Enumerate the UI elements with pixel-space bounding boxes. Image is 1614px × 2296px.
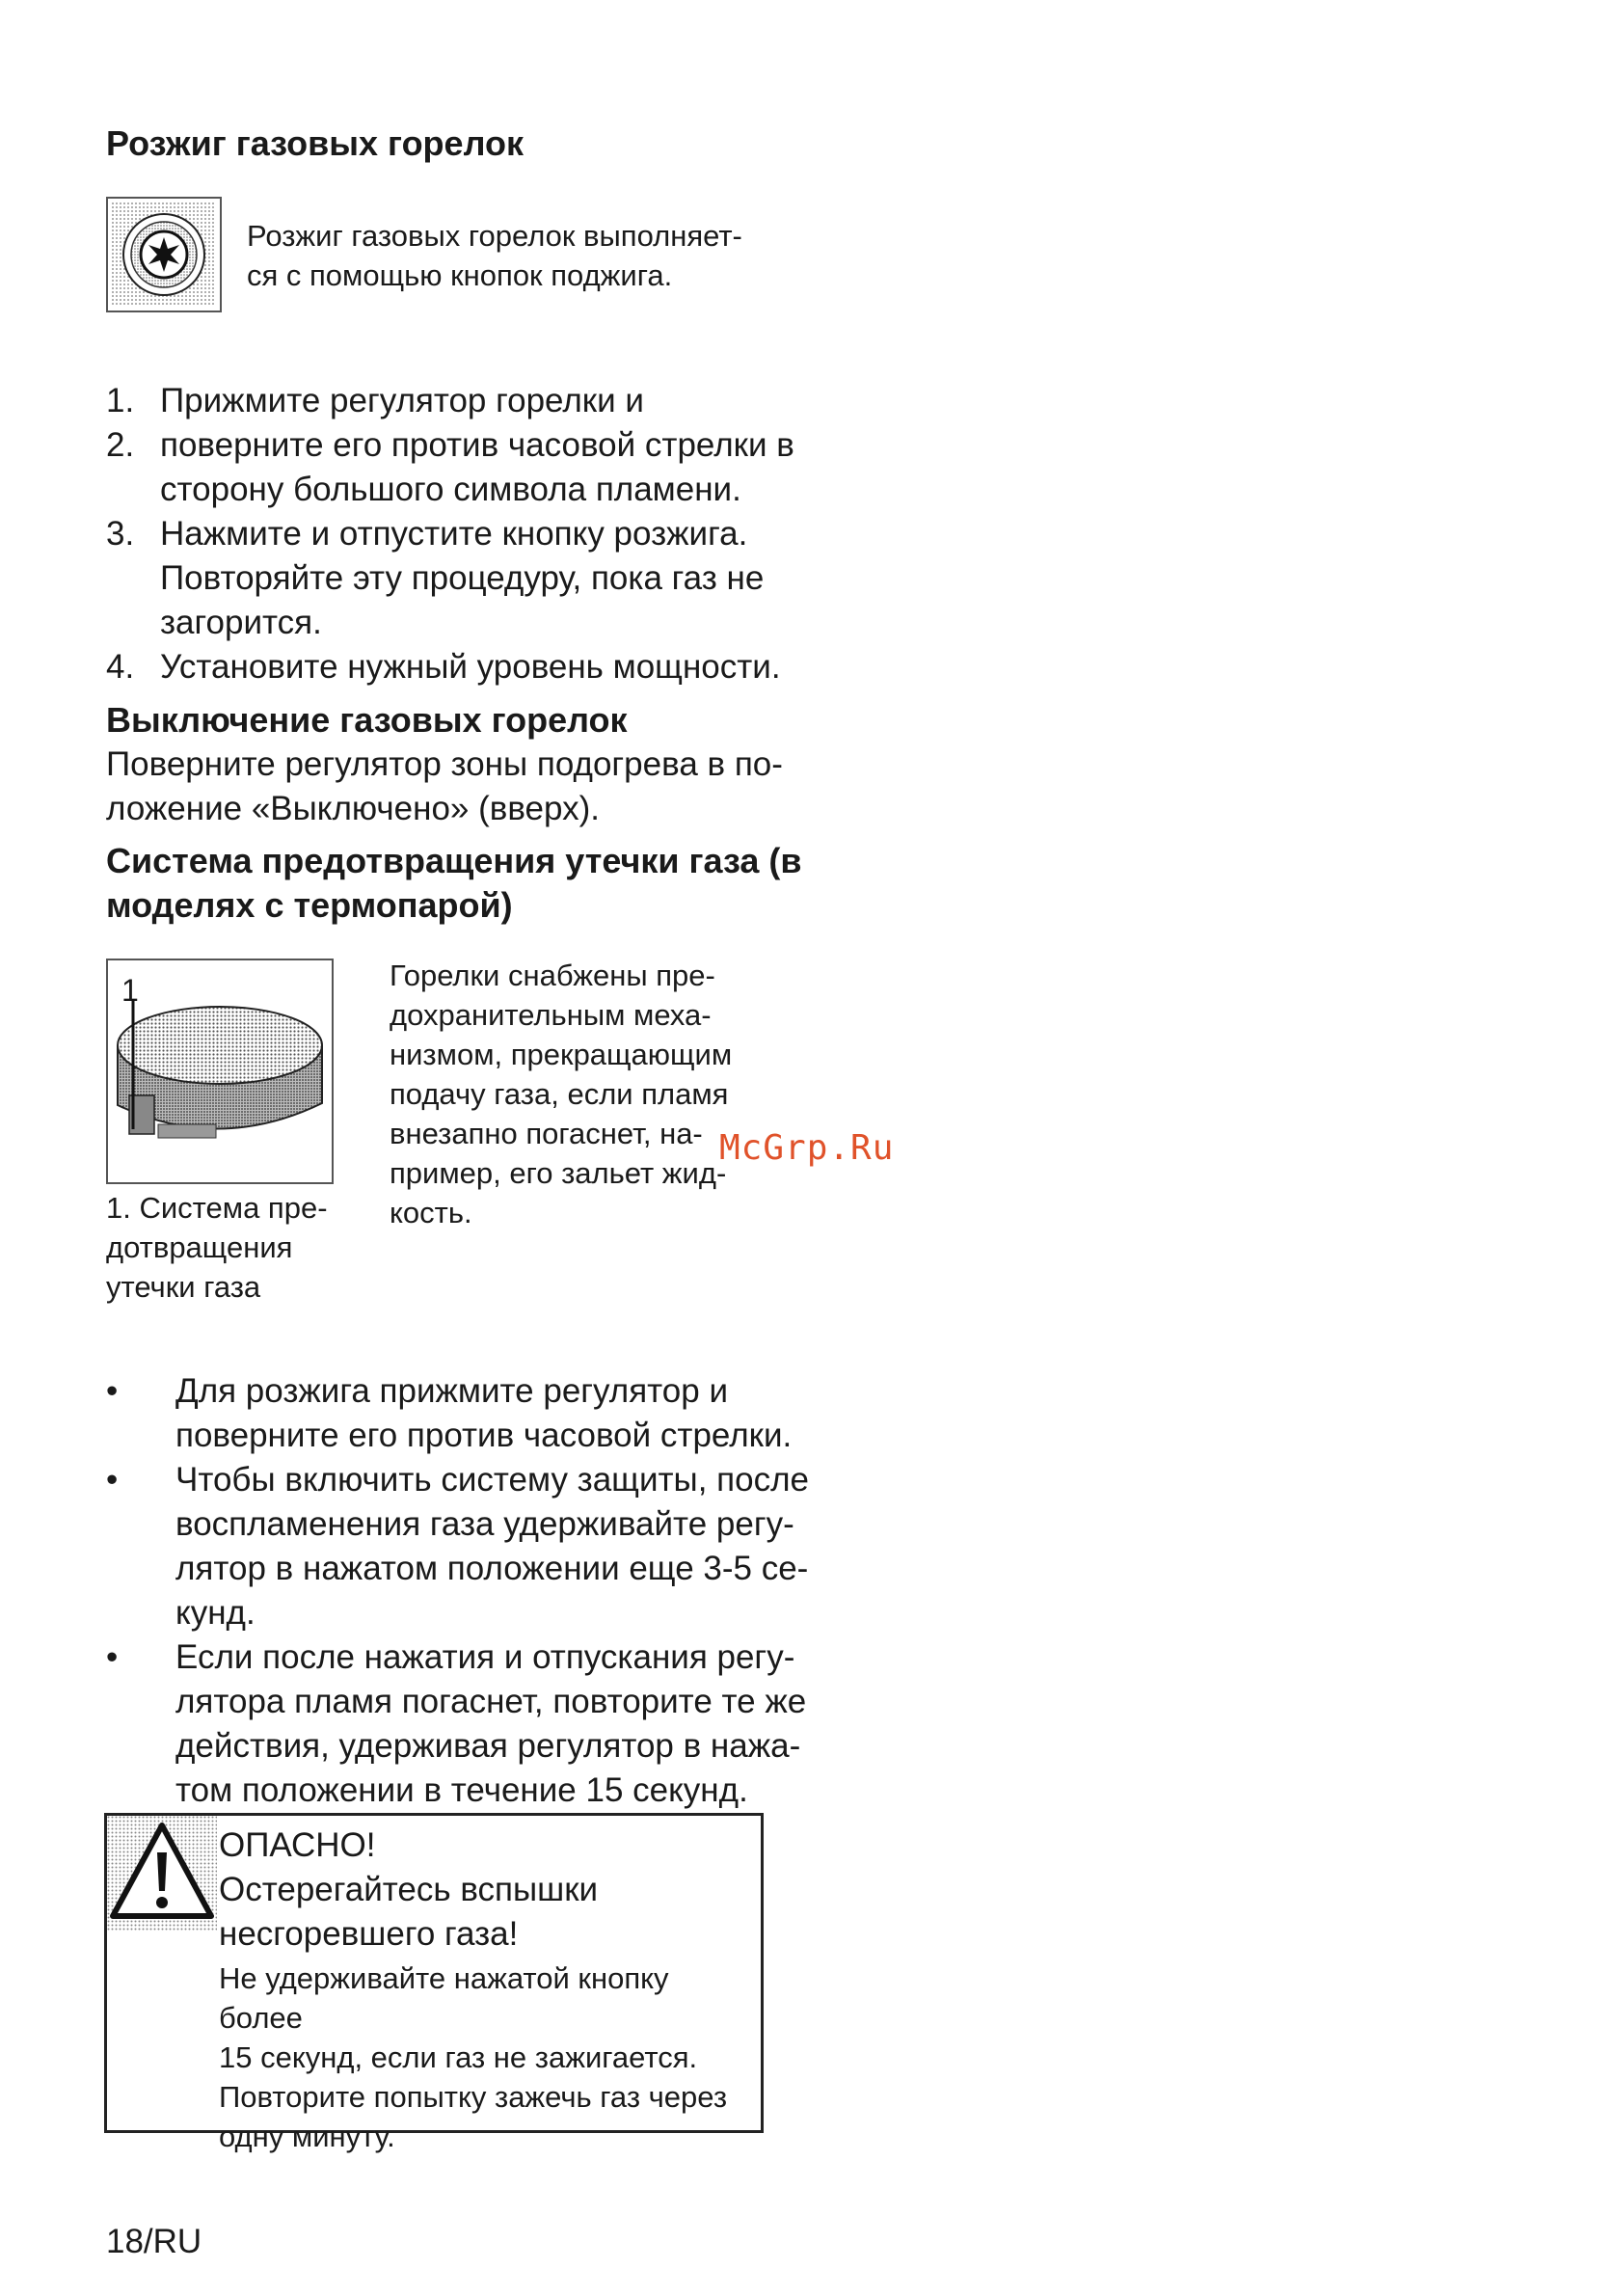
bullet-line: лятор в нажатом положении еще 3-5 се- <box>175 1550 809 1587</box>
turn-off-line: Поверните регулятор зоны подогрева в по- <box>106 745 783 783</box>
gas-leak-title-line: Система предотвращения утечки газа (в <box>106 841 802 880</box>
section-title-turn-off: Выключение газовых горелок <box>106 700 628 740</box>
section-title-gas-leak <box>106 839 802 928</box>
section-title-ignition: Розжиг газовых горелок <box>106 123 524 163</box>
bullet-line: воспламенения газа удерживайте регу- <box>175 1505 794 1543</box>
ignition-steps <box>106 379 839 689</box>
gas-leak-description <box>390 956 732 1232</box>
ignition-note <box>247 216 742 295</box>
bullet-line: том положении в течение 15 секунд. <box>175 1771 748 1809</box>
description-line: подачу газа, если пламя <box>390 1077 729 1111</box>
warning-detail-line: Повторите попытку зажечь газ через <box>219 2080 728 2114</box>
warning-main-line: несгоревшего газа! <box>219 1915 519 1953</box>
figure-caption <box>106 1188 328 1307</box>
figure-callout-label: 1 <box>121 973 139 1008</box>
step-line: Прижмите регулятор горелки и <box>160 382 644 419</box>
bullet-item <box>106 1458 839 1635</box>
step-line: загорится. <box>160 604 322 641</box>
warning-detail-line: Не удерживайте нажатой кнопку более <box>219 1961 669 2035</box>
gas-leak-bullets <box>106 1369 839 1813</box>
ignition-note-line: Розжиг газовых горелок выполняет- <box>247 219 742 253</box>
turn-off-line: ложение «Выключено» (вверх). <box>106 790 600 827</box>
description-line: кость. <box>390 1196 472 1229</box>
warning-triangle-icon <box>107 1816 217 1931</box>
figure-caption-line: 1. Система пре- <box>106 1191 328 1225</box>
step-item <box>106 645 839 689</box>
page-number: 18/RU <box>106 2223 202 2260</box>
bullet-line: Если после нажатия и отпускания регу- <box>175 1638 795 1676</box>
warning-main-line: Остерегайтесь вспышки <box>219 1871 599 1908</box>
warning-content <box>219 1823 759 2156</box>
step-line: поверните его против часовой стрелки в <box>160 426 794 464</box>
gas-leak-title-line: моделях с термопарой) <box>106 885 513 925</box>
danger-warning-box <box>104 1813 764 2153</box>
step-line: Установите нужный уровень мощности. <box>160 648 781 686</box>
ignition-button-icon <box>108 199 220 311</box>
step-line: Повторяйте эту процедуру, пока газ не <box>160 559 765 597</box>
warning-detail-line: 15 секунд, если газ не зажигается. <box>219 2040 698 2074</box>
description-line: пример, его зальет жид- <box>390 1156 727 1190</box>
burner-cap-icon <box>108 960 332 1182</box>
step-line: Нажмите и отпустите кнопку розжига. <box>160 515 748 553</box>
figure-caption-line: дотвращения <box>106 1230 293 1264</box>
step-number: 3. <box>106 515 135 553</box>
step-item <box>106 423 839 512</box>
step-number: 4. <box>106 648 135 686</box>
watermark: McGrp.Ru <box>719 1128 895 1168</box>
description-line: Горелки снабжены пре- <box>390 959 715 992</box>
description-line: внезапно погаснет, на- <box>390 1117 703 1150</box>
bullet-line: лятора пламя погаснет, повторите те же <box>175 1683 807 1720</box>
figure-caption-line: утечки газа <box>106 1270 261 1304</box>
description-line: низмом, прекращающим <box>390 1038 733 1071</box>
bullet-marker: • <box>106 1372 119 1410</box>
description-line: дохранительным меха- <box>390 998 712 1032</box>
step-line: сторону большого символа пламени. <box>160 471 741 508</box>
warning-title: ОПАСНО! <box>219 1826 376 1864</box>
step-number: 1. <box>106 382 135 419</box>
bullet-marker: • <box>106 1638 119 1676</box>
step-item <box>106 512 839 645</box>
bullet-marker: • <box>106 1461 119 1499</box>
bullet-item <box>106 1369 839 1458</box>
bullet-line: кунд. <box>175 1594 256 1632</box>
thermocouple-figure <box>106 959 334 1184</box>
warning-detail-line: одну минуту. <box>219 2120 395 2153</box>
bullet-line: Чтобы включить систему защиты, после <box>175 1461 809 1499</box>
bullet-line: поверните его против часовой стрелки. <box>175 1417 793 1454</box>
step-item <box>106 379 839 423</box>
bullet-line: Для розжига прижмите регулятор и <box>175 1372 729 1410</box>
ignition-icon-box <box>106 197 222 312</box>
bullet-item <box>106 1635 839 1813</box>
bullet-line: действия, удерживая регулятор в нажа- <box>175 1727 801 1765</box>
step-number: 2. <box>106 426 135 464</box>
turn-off-text <box>106 743 783 831</box>
ignition-note-line: ся с помощью кнопок поджига. <box>247 258 673 292</box>
